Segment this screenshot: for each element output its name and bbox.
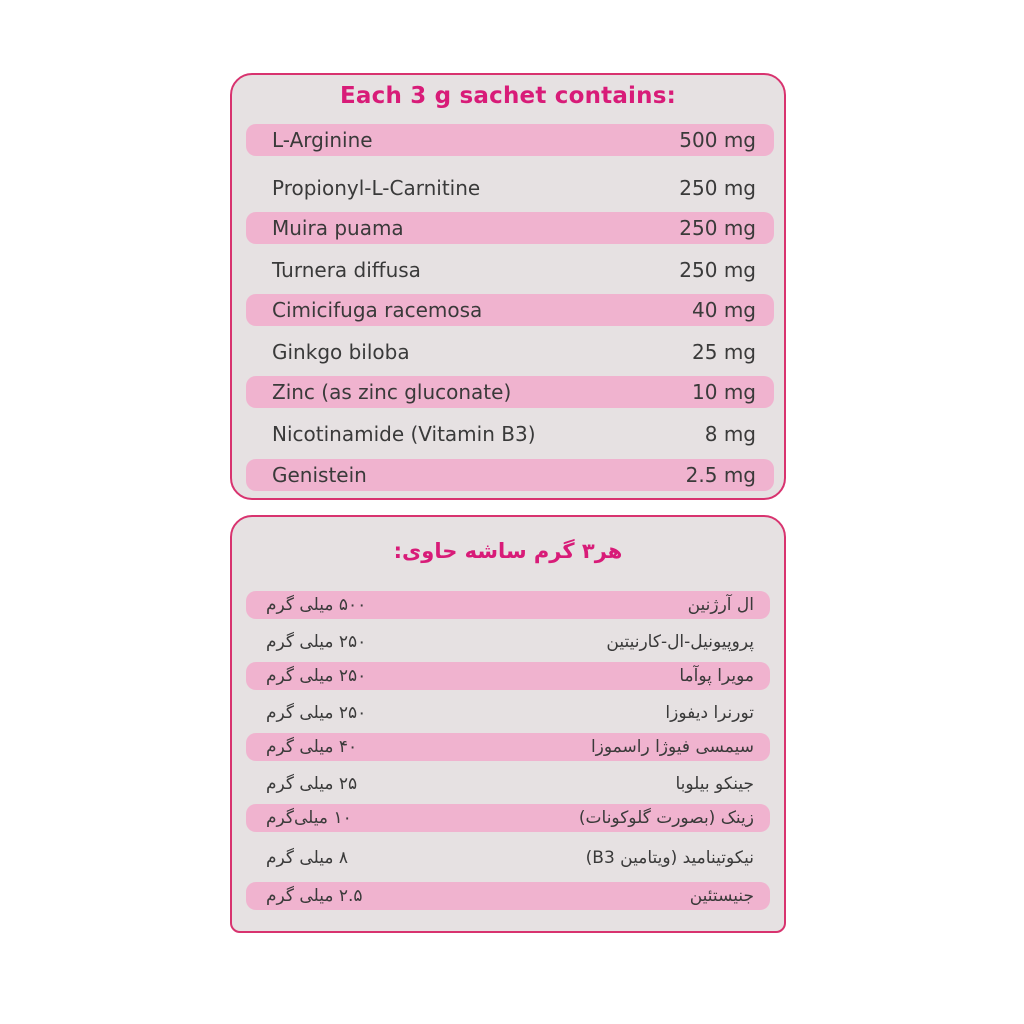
ingredient-row — [246, 770, 770, 798]
ingredient-amount: 8 mg — [704, 422, 756, 446]
ingredient-row — [246, 254, 774, 286]
persian-ingredients-panel — [230, 515, 786, 933]
ingredient-row — [246, 882, 770, 910]
ingredient-amount: 500 mg — [679, 128, 756, 152]
ingredient-name: مویرا پوآما — [679, 666, 754, 686]
ingredient-name: Zinc (as zinc gluconate) — [272, 380, 512, 404]
ingredient-amount: 250 mg — [679, 176, 756, 200]
ingredient-amount: ۴۰ میلی گرم — [266, 737, 358, 757]
ingredient-name: Ginkgo biloba — [272, 340, 410, 364]
english-panel-title: Each 3 g sachet contains: — [339, 83, 677, 109]
ingredient-row — [246, 662, 770, 690]
ingredient-name: جینکو بیلوبا — [675, 774, 754, 794]
ingredient-name: Genistein — [272, 463, 367, 487]
ingredient-row — [246, 628, 770, 656]
ingredient-row — [246, 591, 770, 619]
ingredient-row — [246, 212, 774, 244]
ingredient-name: Cimicifuga racemosa — [272, 298, 483, 322]
ingredient-amount: ۱۰ میلی‌گرم — [266, 808, 352, 828]
ingredient-row — [246, 124, 774, 156]
ingredient-amount: 250 mg — [679, 258, 756, 282]
ingredient-name: Turnera diffusa — [272, 258, 421, 282]
ingredient-row — [246, 699, 770, 727]
ingredient-amount: ۲۵۰ میلی گرم — [266, 703, 367, 723]
ingredient-row — [246, 844, 770, 872]
ingredient-amount: 250 mg — [679, 216, 756, 240]
english-ingredients-panel — [230, 73, 786, 500]
ingredient-name: Nicotinamide (Vitamin B3) — [272, 422, 536, 446]
ingredient-row — [246, 294, 774, 326]
ingredient-row — [246, 418, 774, 450]
persian-panel-title: هر۳ گرم ساشه حاوی: — [393, 539, 623, 563]
ingredient-amount: ۵۰۰ میلی گرم — [266, 595, 367, 615]
ingredient-row — [246, 804, 770, 832]
ingredient-name: ال آرژنین — [687, 595, 754, 615]
ingredient-name: نیکوتینامید (ویتامین B3) — [585, 848, 754, 868]
ingredient-row — [246, 336, 774, 368]
ingredient-amount: ۲۵۰ میلی گرم — [266, 666, 367, 686]
ingredient-row — [246, 459, 774, 491]
ingredient-amount: 25 mg — [692, 340, 756, 364]
ingredient-row — [246, 733, 770, 761]
ingredient-name: تورنرا دیفوزا — [665, 703, 754, 723]
ingredient-row — [246, 172, 774, 204]
ingredient-name: Muira puama — [272, 216, 404, 240]
ingredient-name: Propionyl-L-Carnitine — [272, 176, 481, 200]
ingredient-amount: 2.5 mg — [685, 463, 756, 487]
ingredient-amount: ۸ میلی گرم — [266, 848, 348, 868]
ingredient-name: جنیستئین — [689, 886, 754, 906]
ingredient-amount: 40 mg — [692, 298, 756, 322]
ingredient-amount: ۲۵۰ میلی گرم — [266, 632, 367, 652]
ingredient-row — [246, 376, 774, 408]
ingredient-amount: ۲.۵ میلی گرم — [266, 886, 363, 906]
ingredient-name: سیمسی فیوژا راسموزا — [590, 737, 754, 757]
ingredient-amount: ۲۵ میلی گرم — [266, 774, 358, 794]
ingredient-name: زینک (بصورت گلوکونات) — [578, 808, 754, 828]
ingredient-amount: 10 mg — [692, 380, 756, 404]
ingredient-name: L-Arginine — [272, 128, 373, 152]
ingredient-name: پروپیونیل-ال-کارنیتین — [606, 632, 754, 652]
